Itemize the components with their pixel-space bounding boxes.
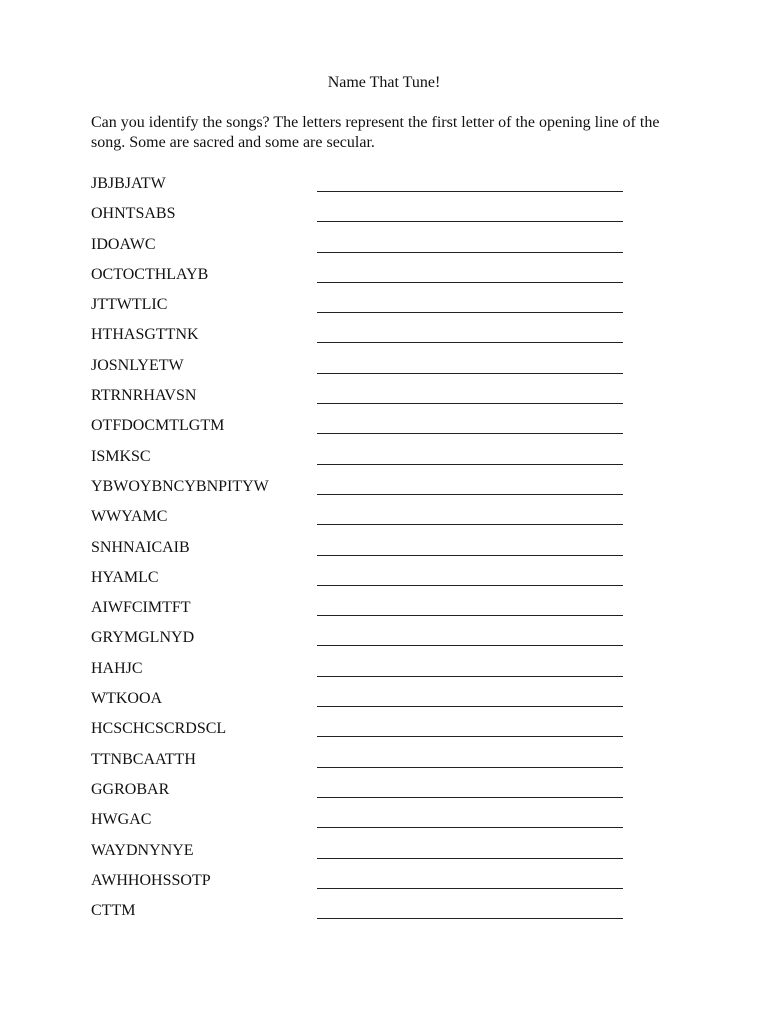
answer-blank[interactable]	[317, 827, 623, 828]
song-code: HYAMLC	[91, 568, 159, 586]
song-code: WTKOOA	[91, 690, 163, 708]
list-item	[91, 628, 631, 658]
answer-blank[interactable]	[317, 767, 623, 768]
song-code: WWYAMC	[91, 508, 168, 526]
answer-blank[interactable]	[317, 252, 623, 253]
list-item	[91, 871, 631, 901]
answer-blank[interactable]	[317, 797, 623, 798]
song-code: OTFDOCMTLGTM	[91, 417, 225, 435]
song-code-list	[91, 174, 631, 931]
list-item	[91, 447, 631, 477]
song-code: ISMKSC	[91, 447, 151, 465]
song-code: YBWOYBNCYBNPITYW	[91, 477, 269, 495]
list-item	[91, 386, 631, 416]
list-item	[91, 780, 631, 810]
list-item	[91, 689, 631, 719]
page-title: Name That Tune!	[327, 74, 441, 91]
song-code: AWHHOHSSOTP	[91, 871, 211, 889]
instructions-paragraph: Can you identify the songs? The letters represent the first letter of the opening line of the song. Some are sacred and some are secular.	[91, 114, 660, 151]
answer-blank[interactable]	[317, 918, 623, 919]
list-item	[91, 477, 631, 507]
list-item	[91, 235, 631, 265]
song-code: JOSNLYETW	[91, 356, 184, 374]
song-code: GRYMGLNYD	[91, 629, 195, 647]
list-item	[91, 416, 631, 446]
answer-blank[interactable]	[317, 736, 623, 737]
answer-blank[interactable]	[317, 282, 623, 283]
song-code: HCSCHCSCRDSCL	[91, 720, 227, 738]
answer-blank[interactable]	[317, 403, 623, 404]
song-code: AIWFCIMTFT	[91, 599, 191, 617]
song-code: HWGAC	[91, 811, 152, 829]
list-item	[91, 719, 631, 749]
song-code: GGROBAR	[91, 780, 170, 798]
list-item	[91, 901, 631, 931]
answer-blank[interactable]	[317, 615, 623, 616]
answer-blank[interactable]	[317, 494, 623, 495]
song-code: JTTWTLIC	[91, 296, 168, 314]
answer-blank[interactable]	[317, 555, 623, 556]
answer-blank[interactable]	[317, 433, 623, 434]
song-code: OCTOCTHLAYB	[91, 265, 209, 283]
song-code: SNHNAICAIB	[91, 538, 190, 556]
song-code: CTTM	[91, 902, 136, 920]
list-item	[91, 265, 631, 295]
list-item	[91, 538, 631, 568]
answer-blank[interactable]	[317, 706, 623, 707]
answer-blank[interactable]	[317, 221, 623, 222]
answer-blank[interactable]	[317, 676, 623, 677]
song-code: IDOAWC	[91, 235, 156, 253]
list-item	[91, 598, 631, 628]
answer-blank[interactable]	[317, 888, 623, 889]
song-code: HAHJC	[91, 659, 143, 677]
list-item	[91, 659, 631, 689]
answer-blank[interactable]	[317, 858, 623, 859]
song-code: JBJBJATW	[91, 175, 166, 192]
song-code: WAYDNYNYE	[91, 841, 194, 859]
song-code: HTHASGTTNK	[91, 326, 199, 344]
answer-blank[interactable]	[317, 464, 623, 465]
song-code: RTRNRHAVSN	[91, 387, 197, 405]
answer-blank[interactable]	[317, 342, 623, 343]
answer-blank[interactable]	[317, 191, 623, 192]
answer-blank[interactable]	[317, 312, 623, 313]
answer-blank[interactable]	[317, 645, 623, 646]
answer-blank[interactable]	[317, 585, 623, 586]
list-item	[91, 204, 631, 234]
answer-blank[interactable]	[317, 524, 623, 525]
list-item	[91, 325, 631, 355]
list-item	[91, 810, 631, 840]
list-item	[91, 507, 631, 537]
list-item	[91, 174, 631, 204]
list-item	[91, 841, 631, 871]
list-item	[91, 750, 631, 780]
answer-blank[interactable]	[317, 373, 623, 374]
song-code: OHNTSABS	[91, 205, 176, 223]
list-item	[91, 568, 631, 598]
list-item	[91, 356, 631, 386]
song-code: TTNBCAATTH	[91, 750, 196, 768]
list-item	[91, 295, 631, 325]
